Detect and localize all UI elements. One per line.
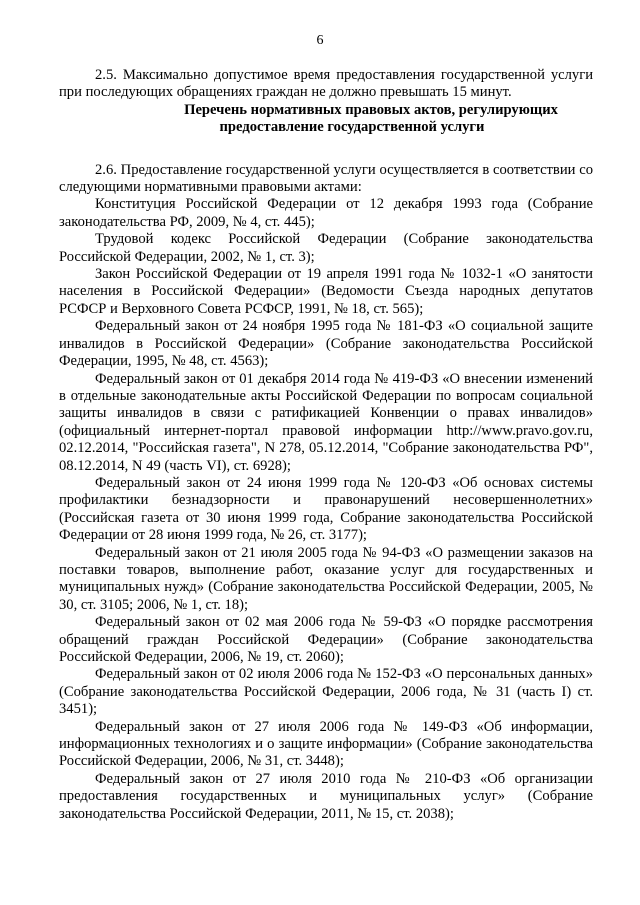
paragraph-2-6: 2.6. Предоставление государственной услуги осуществляется в соответствии со следующими нормативными правовыми актами: <box>59 161 593 196</box>
paragraph-law-152: Федеральный закон от 02 июля 2006 года № 152-ФЗ «О персональных данных» (Собрание законодательства Российской Федерации, 2006 года, № 31 (часть I) ст. 3451); <box>59 666 593 718</box>
document-body <box>59 67 593 823</box>
intro-paragraph: 2.5. Максимально допустимое время предоставления государственной услуги при последующих обращениях граждан не должно превышать 15 минут. <box>59 67 593 101</box>
section-heading-line-2: предоставление государственной услуги <box>219 119 485 136</box>
paragraph-constitution: Конституция Российской Федерации от 12 декабря 1993 года (Собрание законодательства РФ, 2009, № 4, ст. 445); <box>59 196 593 230</box>
paragraph-law-94: Федеральный закон от 21 июля 2005 года № 94-ФЗ «О размещении заказов на поставки товаров, выполнение работ, оказание услуг для государственных и муниципальных нужд» (Собрание законодательства Российской Федерации, 2005, № 30, ст. 3105; 2006, № 1, ст. 18); <box>59 544 593 613</box>
paragraph-law-210: Федеральный закон от 27 июля 2010 года № 210-ФЗ «Об организации предоставления государственных и муниципальных услуг» (Собрание законодательства Российской Федерации, 2011, № 15, ст. 2038); <box>59 770 593 822</box>
paragraph-law-181: Федеральный закон от 24 ноября 1995 года № 181-ФЗ «О социальной защите инвалидов в Российской Федерации» (Собрание законодательства Российской Федерации, 1995, № 48, ст. 4563); <box>59 318 593 370</box>
paragraph-law-59: Федеральный закон от 02 мая 2006 года № 59-ФЗ «О порядке рассмотрения обращений граждан Российской Федерации» (Собрание законодательства Российской Федерации, 2006, № 19, ст. 2060); <box>59 614 593 665</box>
paragraph-labor-code: Трудовой кодекс Российской Федерации (Собрание законодательства Российской Федерации, 2002, № 1, ст. 3); <box>59 231 593 265</box>
paragraph-law-419: Федеральный закон от 01 декабря 2014 года № 419-ФЗ «О внесении изменений в отдельные законодательные акты Российской Федерации по вопросам социальной защиты инвалидов в связи с ратификацией Конвенции о правах инвалидов» (официальный интернет-портал правовой информации http://www.pravo.gov.ru, 02.12.2014, "Российская газета", N 278, 05.12.2014, "Собрание законодательства РФ", 08.12.2014, N 49 (часть VI), ст. 6928); <box>59 370 593 474</box>
section-heading <box>59 102 593 137</box>
paragraph-law-120: Федеральный закон от 24 июня 1999 года № 120-ФЗ «Об основах системы профилактики безнадзорности и правонарушений несовершеннолетних» (Российская газета от 30 июня 1999 года, Собрание законодательства Российской Федерации от 28 июня 1999 года, № 26, ст. 3177); <box>59 474 593 544</box>
paragraph-law-149: Федеральный закон от 27 июля 2006 года № 149-ФЗ «Об информации, информационных технологиях и о защите информации» (Собрание законодательства Российской Федерации, 2006, № 31, ст. 3448); <box>59 718 593 770</box>
section-heading-line-1: Перечень нормативных правовых актов, регулирующих <box>184 101 558 118</box>
page-number: 6 <box>316 33 324 48</box>
paragraph-employment-law: Закон Российской Федерации от 19 апреля 1991 года № 1032-1 «О занятости населения в Российской Федерации» (Ведомости Съезда народных депутатов РСФСР и Верховного Совета РСФСР, 1991, № 18, ст. 565); <box>59 266 593 317</box>
